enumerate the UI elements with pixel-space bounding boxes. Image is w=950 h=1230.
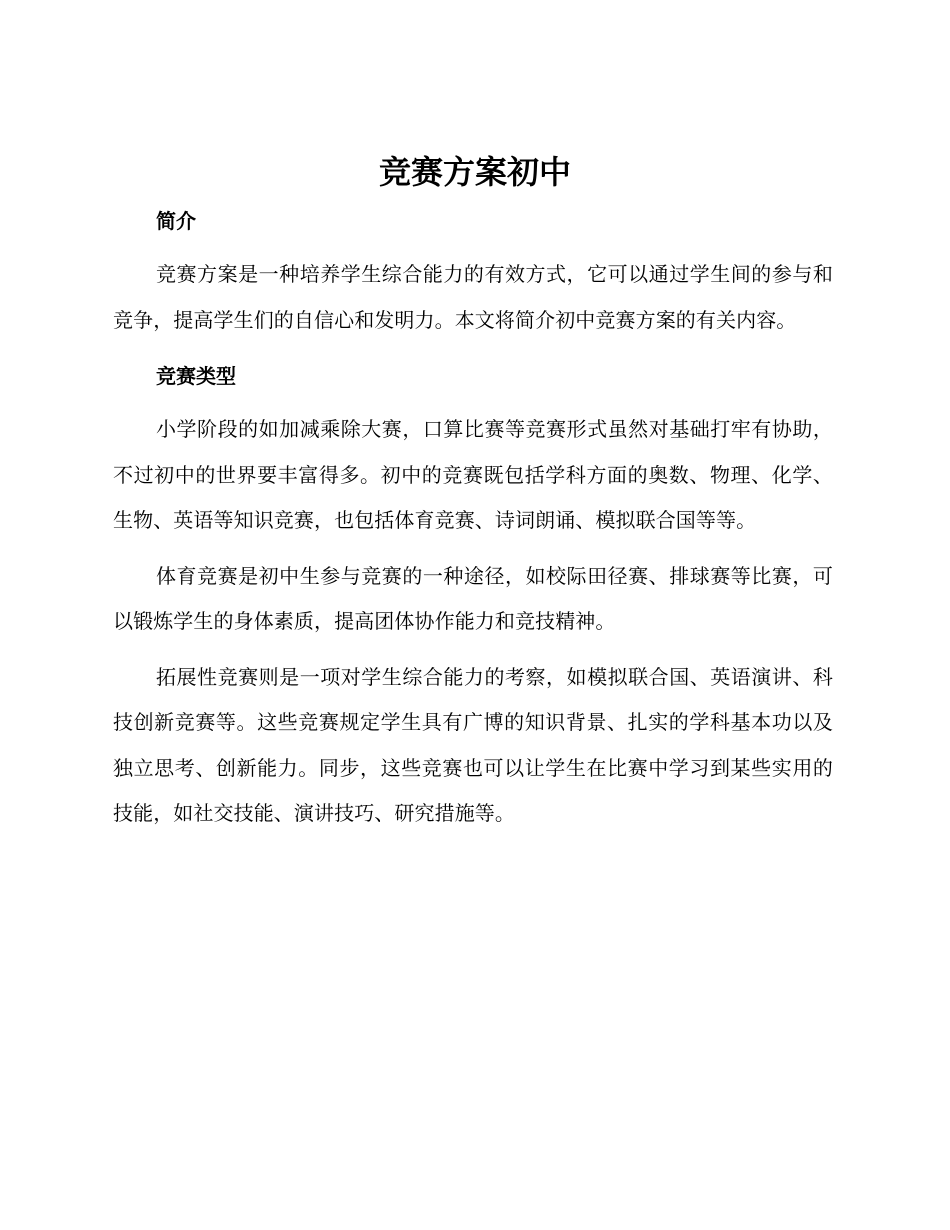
section-heading-intro: 简介 [156,209,196,233]
paragraph: 小学阶段的如加减乘除大赛，口算比赛等竞赛形式虽然对基础打牢有协助，不过初中的世界要丰富得多。初中的竞赛既包括学科方面的奥数、物理、化学、生物、英语等知识竞赛，也包括体育竞赛、诗词朗诵、模拟联合国等等。 [113,417,833,532]
paragraph: 拓展性竞赛则是一项对学生综合能力的考察，如模拟联合国、英语演讲、科技创新竞赛等。这些竞赛规定学生具有广博的知识背景、扎实的学科基本功以及独立思考、创新能力。同步，这些竞赛也可以让学生在比赛中学习到某些实用的技能，如社交技能、演讲技巧、研究措施等。 [113,664,833,825]
document-body [113,198,833,847]
document-title: 竞赛方案初中 [378,153,571,191]
section-heading-competition-types: 竞赛类型 [156,364,236,388]
paragraph: 竞赛方案是一种培养学生综合能力的有效方式，它可以通过学生间的参与和竞争，提高学生们的自信心和发明力。本文将简介初中竞赛方案的有关内容。 [113,262,833,332]
paragraph: 体育竞赛是初中生参与竞赛的一种途径，如校际田径赛、排球赛等比赛，可以锻炼学生的身体素质，提高团体协作能力和竞技精神。 [113,563,833,633]
